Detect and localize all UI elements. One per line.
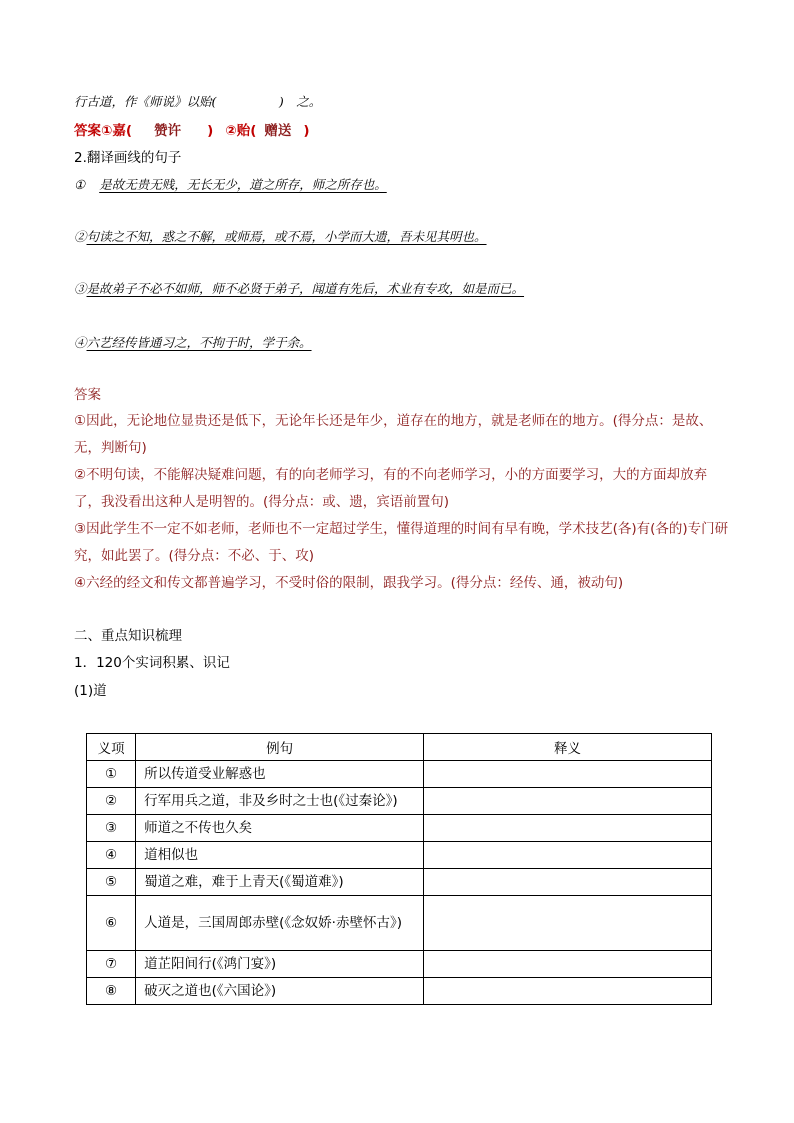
row-example: 道芷阳间行(《鸿门宴》) xyxy=(136,951,424,978)
answer-2-value: 赠送 xyxy=(264,123,292,139)
answer-1-close: ) xyxy=(207,123,214,139)
translate-item-2 xyxy=(74,227,487,247)
answer-2-marker: ②贻( xyxy=(225,123,257,139)
row-idx: ⑤ xyxy=(87,869,136,896)
row-meaning-cell[interactable] xyxy=(424,842,712,869)
row-idx: ⑥ xyxy=(87,896,136,951)
translate-item-1 xyxy=(74,175,387,195)
table-row xyxy=(87,951,712,978)
answer-item-2: ②不明句读，不能解决疑难问题，有的向老师学习，有的不向老师学习，小的方面要学习，大的方面却放弃了，我没看出这种人是明智的。(得分点：或、遗，宾语前置句) xyxy=(74,467,708,510)
table-header-row xyxy=(87,734,712,761)
row-example: 师道之不传也久矣 xyxy=(136,815,424,842)
row-idx: ⑧ xyxy=(87,978,136,1005)
row-idx: ③ xyxy=(87,815,136,842)
row-example: 人道是，三国周郎赤壁(《念奴娇·赤壁怀古》) xyxy=(136,896,424,951)
row-meaning-cell[interactable] xyxy=(424,788,712,815)
translate-item-3 xyxy=(74,279,524,299)
answer-item-4: ④六经的经文和传文都普遍学习，不受时俗的限制，跟我学习。(得分点：经传、通，被动句) xyxy=(74,575,624,591)
row-meaning-cell[interactable] xyxy=(424,761,712,788)
translate-item-text: 句读之不知，惑之不解，或师焉，或不焉，小学而大遗，吾未见其明也。 xyxy=(86,229,487,244)
row-example: 破灭之道也(《六国论》) xyxy=(136,978,424,1005)
translate-item-text: 六艺经传皆通习之，不拘于时，学于余。 xyxy=(86,335,312,350)
translate-item-marker: ③ xyxy=(74,281,87,296)
passage-line: 行古道，作《师说》以贻( ) 之。 xyxy=(74,94,322,109)
row-idx: ④ xyxy=(87,842,136,869)
translate-item-marker: ④ xyxy=(74,335,87,350)
row-idx: ⑦ xyxy=(87,951,136,978)
answer-2-close: ) xyxy=(303,123,310,139)
table-row xyxy=(87,869,712,896)
table-row xyxy=(87,761,712,788)
table-row xyxy=(87,978,712,1005)
translate-heading: 2.翻译画线的句子 xyxy=(74,150,182,166)
answer-item-1: ①因此，无论地位显贵还是低下，无论年长还是年少，道存在的地方，就是老师在的地方。(得分点：是故、无，判断句) xyxy=(74,413,713,456)
row-meaning-cell[interactable] xyxy=(424,896,712,951)
table-row xyxy=(87,815,712,842)
row-example: 蜀道之难，难于上青天(《蜀道难》) xyxy=(136,869,424,896)
row-meaning-cell[interactable] xyxy=(424,815,712,842)
header-meaning: 释义 xyxy=(424,734,712,761)
answer-1-value: 赞许 xyxy=(154,123,182,139)
header-example: 例句 xyxy=(136,734,424,761)
row-meaning-cell[interactable] xyxy=(424,951,712,978)
row-example: 行军用兵之道，非及乡时之士也(《过秦论》) xyxy=(136,788,424,815)
word-meaning-table xyxy=(86,733,712,1005)
answer-item-3: ③因此学生不一定不如老师，老师也不一定超过学生，懂得道理的时间有早有晚，学术技艺(各)有(各的)专门研究，如此罢了。(得分点：不必、于、攻) xyxy=(74,521,729,564)
row-example: 所以传道受业解惑也 xyxy=(136,761,424,788)
row-example: 道相似也 xyxy=(136,842,424,869)
translate-item-4 xyxy=(74,333,312,353)
row-meaning-cell[interactable] xyxy=(424,978,712,1005)
header-idx: 义项 xyxy=(87,734,136,761)
answers-label: 答案 xyxy=(74,387,101,403)
translate-item-marker: ② xyxy=(74,229,87,244)
answer-label: 答案 xyxy=(74,123,101,139)
word-heading: (1)道 xyxy=(74,683,107,699)
translate-item-text: 是故弟子不必不如师，师不必贤于弟子，闻道有先后，术业有专攻，如是而已。 xyxy=(86,281,525,296)
table-row xyxy=(87,896,712,951)
section-subheading: 1．120个实词积累、识记 xyxy=(74,655,230,671)
table-row xyxy=(87,842,712,869)
answer-1-marker: ①嘉( xyxy=(101,123,133,139)
table-row xyxy=(87,788,712,815)
translate-item-text: 是故无贵无贱，无长无少，道之所存，师之所存也。 xyxy=(99,177,387,192)
section-heading: 二、重点知识梳理 xyxy=(74,628,182,644)
row-idx: ① xyxy=(87,761,136,788)
vocab-answer-line xyxy=(74,121,310,141)
row-idx: ② xyxy=(87,788,136,815)
translate-item-marker: ① xyxy=(74,177,86,192)
row-meaning-cell[interactable] xyxy=(424,869,712,896)
